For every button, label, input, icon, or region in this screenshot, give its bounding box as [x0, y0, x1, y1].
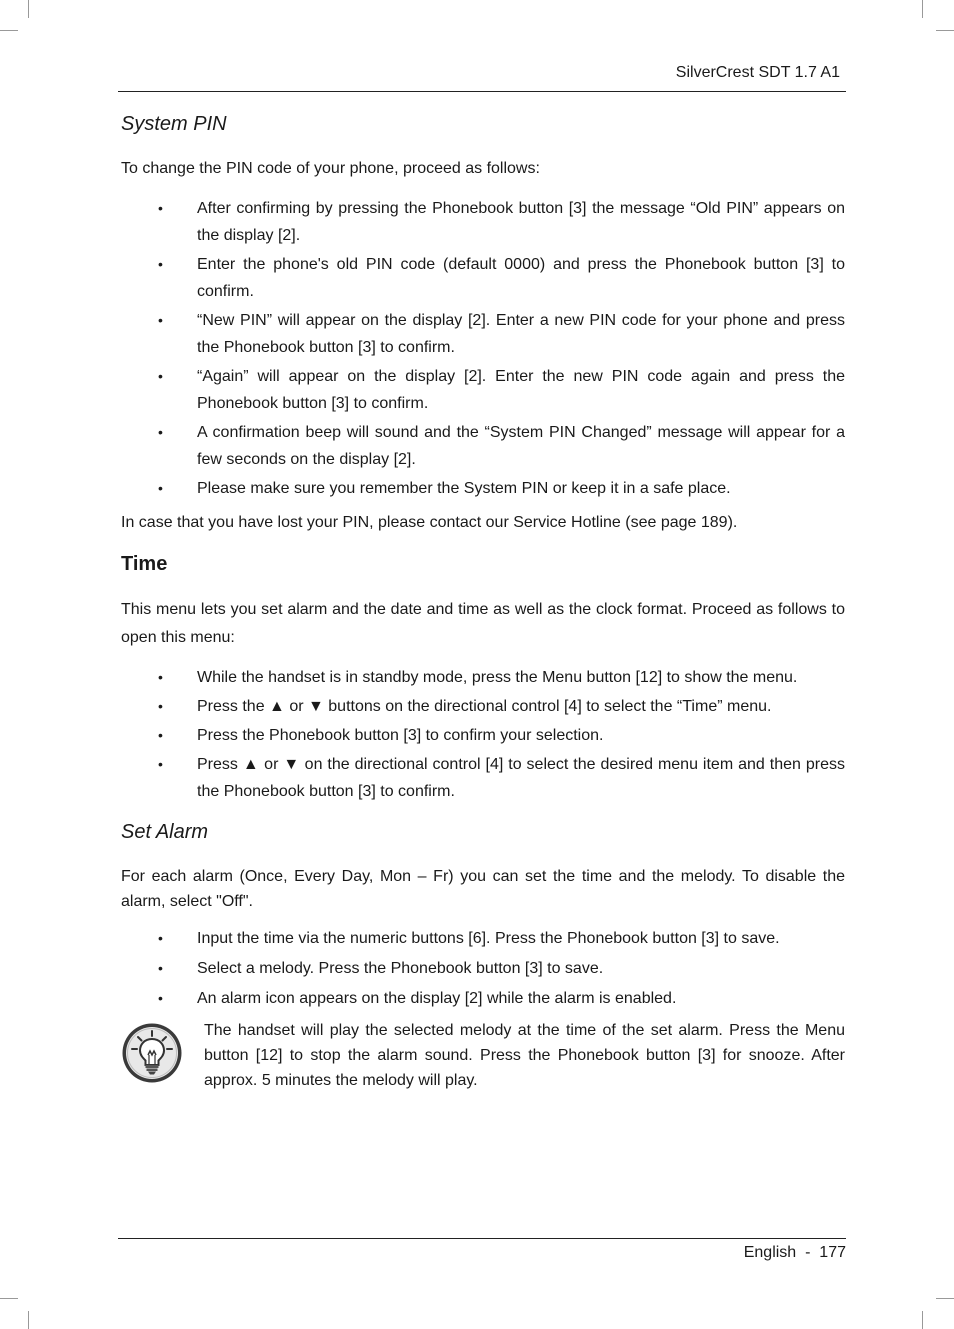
crop-mark — [0, 1298, 18, 1299]
crop-mark — [936, 1298, 954, 1299]
bullet-icon: • — [158, 930, 163, 946]
list-item — [121, 955, 845, 982]
bullet-icon: • — [158, 424, 163, 440]
list-item-text: Press the ▲ or ▼ buttons on the directional control [4] to select the “Time” menu. — [197, 698, 772, 715]
crop-mark — [922, 1311, 923, 1329]
bullet-icon: • — [158, 256, 163, 272]
bullet-icon: • — [158, 698, 163, 714]
crop-mark — [0, 30, 18, 31]
bullet-icon: • — [158, 480, 163, 496]
list-item-text: Please make sure you remember the System PIN or keep it in a safe place. — [197, 480, 731, 497]
time-heading: Time — [121, 553, 168, 575]
list-item-text: An alarm icon appears on the display [2] while the alarm is enabled. — [197, 990, 677, 1007]
page-number — [744, 1244, 846, 1262]
set-alarm-heading: Set Alarm — [121, 821, 209, 843]
list-item-text: Press the Phonebook button [3] to confirm your selection. — [197, 727, 604, 744]
set-alarm-steps — [121, 925, 845, 1012]
system-pin-intro: To change the PIN code of your phone, proceed as follows: — [121, 160, 540, 177]
list-item — [121, 475, 845, 502]
time-steps — [121, 664, 845, 805]
time-intro: This menu lets you set alarm and the date and time as well as the clock format. Proceed as follows to open this menu: — [121, 601, 845, 646]
bullet-icon: • — [158, 990, 163, 1006]
system-pin-heading: System PIN — [121, 113, 227, 135]
list-item-text: Press ▲ or ▼ on the directional control [4] to select the desired menu item and then press the Phonebook button [3] to confirm. — [197, 756, 845, 800]
list-item-text: A confirmation beep will sound and the “System PIN Changed” message will appear for a few seconds on the display [2]. — [197, 424, 845, 468]
bullet-icon: • — [158, 669, 163, 685]
list-item — [121, 693, 845, 720]
document-header-title: SilverCrest SDT 1.7 A1 — [675, 64, 840, 81]
bullet-icon: • — [158, 200, 163, 216]
page-label: English - 177 — [743, 1244, 846, 1261]
bullet-icon: • — [158, 960, 163, 976]
list-item-text: While the handset is in standby mode, press the Menu button [12] to show the menu. — [197, 669, 798, 686]
bullet-icon: • — [158, 368, 163, 384]
system-pin-outro: In case that you have lost your PIN, please contact our Service Hotline (see page 189). — [121, 514, 738, 531]
crop-mark — [936, 30, 954, 31]
lightbulb-icon — [121, 1022, 183, 1084]
list-item — [121, 195, 845, 249]
system-pin-steps — [121, 195, 845, 502]
list-item — [121, 751, 845, 805]
list-item-text: Enter the phone's old PIN code (default 0000) and press the Phonebook button [3] to confirm. — [197, 256, 845, 300]
list-item — [121, 722, 845, 749]
alarm-note-text: The handset will play the selected melody at the time of the set alarm. Press the Menu button [12] to stop the alarm sound. Press the Phonebook button [3] for snooze. After approx. 5 minutes the melody will play. — [204, 1022, 845, 1089]
header-rule — [118, 91, 846, 92]
list-item — [121, 363, 845, 417]
list-item — [121, 419, 845, 473]
list-item — [121, 985, 845, 1012]
list-item — [121, 664, 845, 691]
list-item-text: “New PIN” will appear on the display [2]. Enter a new PIN code for your phone and press the Phonebook button [3] to confirm. — [197, 312, 845, 356]
bullet-icon: • — [158, 756, 163, 772]
crop-mark — [28, 0, 29, 18]
bullet-icon: • — [158, 312, 163, 328]
list-item — [121, 925, 845, 952]
crop-mark — [28, 1311, 29, 1329]
list-item-text: After confirming by pressing the Phonebook button [3] the message “Old PIN” appears on the display [2]. — [197, 200, 845, 244]
footer-rule — [118, 1238, 846, 1239]
list-item — [121, 251, 845, 305]
bullet-icon: • — [158, 727, 163, 743]
list-item-text: Input the time via the numeric buttons [6]. Press the Phonebook button [3] to save. — [197, 930, 780, 947]
set-alarm-intro: For each alarm (Once, Every Day, Mon – Fr) you can set the time and the melody. To disable the alarm, select "Off". — [121, 868, 845, 910]
list-item — [121, 307, 845, 361]
list-item-text: “Again” will appear on the display [2]. Enter the new PIN code again and press the Phonebook button [3] to confirm. — [197, 368, 845, 412]
list-item-text: Select a melody. Press the Phonebook button [3] to save. — [197, 960, 604, 977]
crop-mark — [922, 0, 923, 18]
